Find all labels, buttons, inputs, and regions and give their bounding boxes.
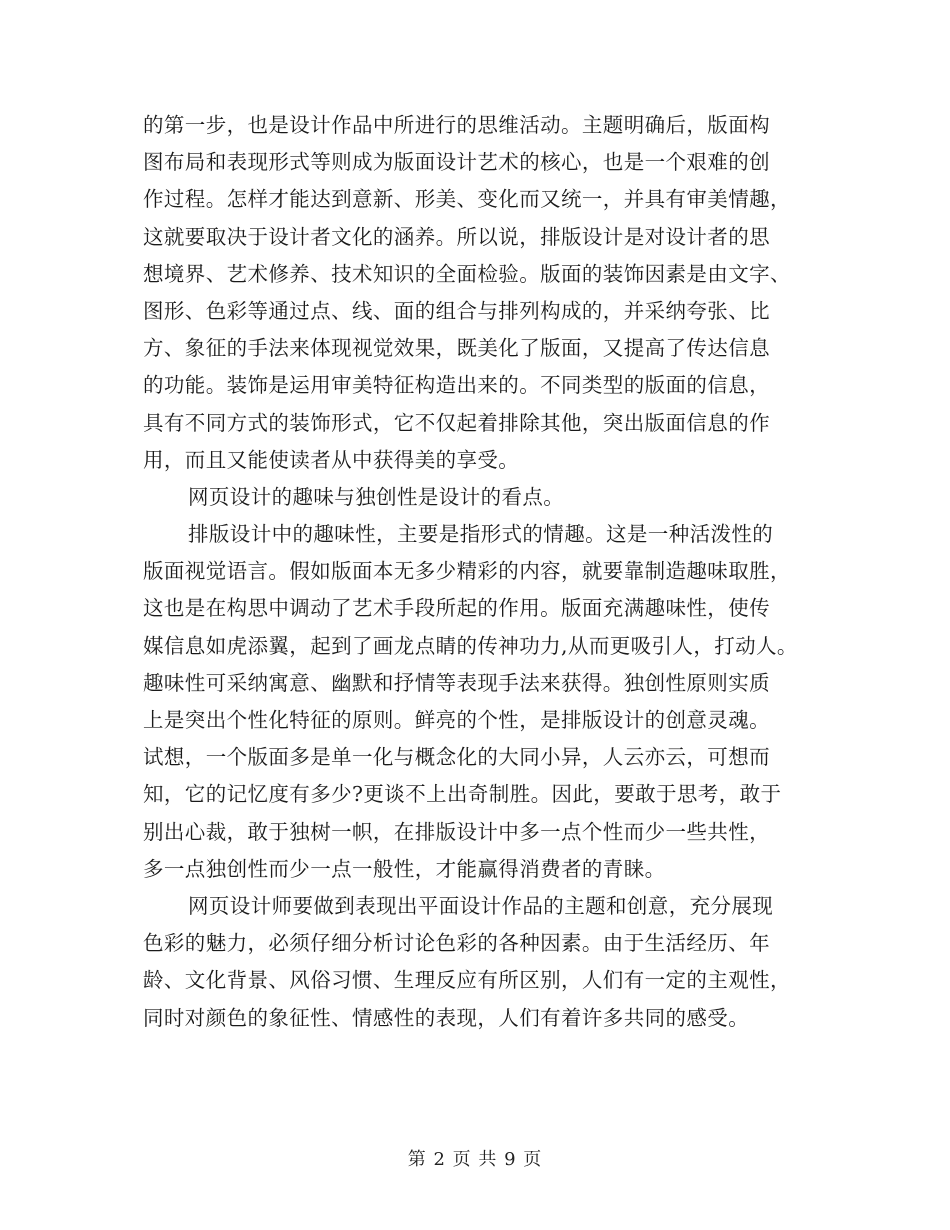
text-line: 图形、色彩等通过点、线、面的组合与排列构成的，并采纳夸张、比: [143, 298, 770, 323]
page-footer: 第 2 页 共 9 页: [407, 1149, 543, 1170]
text-line: 上是突出个性化特征的原则。鲜亮的个性，是排版设计的创意灵魂。: [143, 708, 770, 732]
text-line: 版面视觉语言。假如版面本无多少精彩的内容，就要靠制造趣味取胜，: [143, 559, 791, 584]
text-line: 的功能。装饰是运用审美特征构造出来的。不同类型的版面的信息，: [143, 373, 770, 398]
text-line: 知，它的记忆度有多少?更谈不上出奇制胜。因此，要敢于思考，敢于: [143, 782, 782, 807]
text-line: 图布局和表现形式等则成为版面设计艺术的核心，也是一个艰难的创: [143, 150, 770, 175]
text-line: 媒信息如虎添翼，起到了画龙点睛的传神功力,从而更吸引人，打动人。: [143, 633, 798, 658]
text-line: 用，而且又能使读者从中获得美的享受。: [143, 447, 520, 472]
text-line: 趣味性可采纳寓意、幽默和抒情等表现手法来获得。独创性原则实质: [143, 670, 770, 695]
text-line: 色彩的魅力，必须仔细分析讨论色彩的各种因素。由于生活经历、年: [143, 931, 770, 956]
text-line: 方、象征的手法来体现视觉效果，既美化了版面，又提高了传达信息: [143, 336, 770, 361]
text-line: 网页设计的趣味与独创性是设计的看点。: [188, 484, 565, 509]
text-line: 想境界、艺术修养、技术知识的全面检验。版面的装饰因素是由文字、: [143, 261, 791, 286]
text-line: 网页设计师要做到表现出平面设计作品的主题和创意，充分展现: [188, 893, 774, 918]
text-line: 多一点独创性而少一点一般性，才能赢得消费者的青睐。: [143, 856, 666, 881]
text-line: 这也是在构思中调动了艺术手段所起的作用。版面充满趣味性，使传: [143, 596, 770, 621]
text-line: 的第一步，也是设计作品中所进行的思维活动。主题明确后，版面构: [143, 113, 770, 137]
text-line: 龄、文化背景、风俗习惯、生理反应有所区别，人们有一定的主观性，: [143, 968, 791, 993]
text-line: 试想，一个版面多是单一化与概念化的大同小异，人云亦云，可想而: [143, 745, 770, 770]
body-text: [143, 107, 823, 1037]
text-line: 排版设计中的趣味性，主要是指形式的情趣。这是一种活泼性的: [188, 522, 774, 547]
text-line: 同时对颜色的象征性、情感性的表现，人们有着许多共同的感受。: [143, 1005, 750, 1030]
text-line: 别出心裁，敢于独树一帜，在排版设计中多一点个性而少一些共性，: [143, 819, 770, 844]
text-line: 这就要取决于设计者文化的涵养。所以说，排版设计是对设计者的思: [143, 224, 770, 249]
text-line: 作过程。怎样才能达到意新、形美、变化而又统一，并具有审美情趣，: [143, 187, 791, 212]
text-line: 具有不同方式的装饰形式，它不仅起着排除其他，突出版面信息的作: [143, 410, 770, 435]
